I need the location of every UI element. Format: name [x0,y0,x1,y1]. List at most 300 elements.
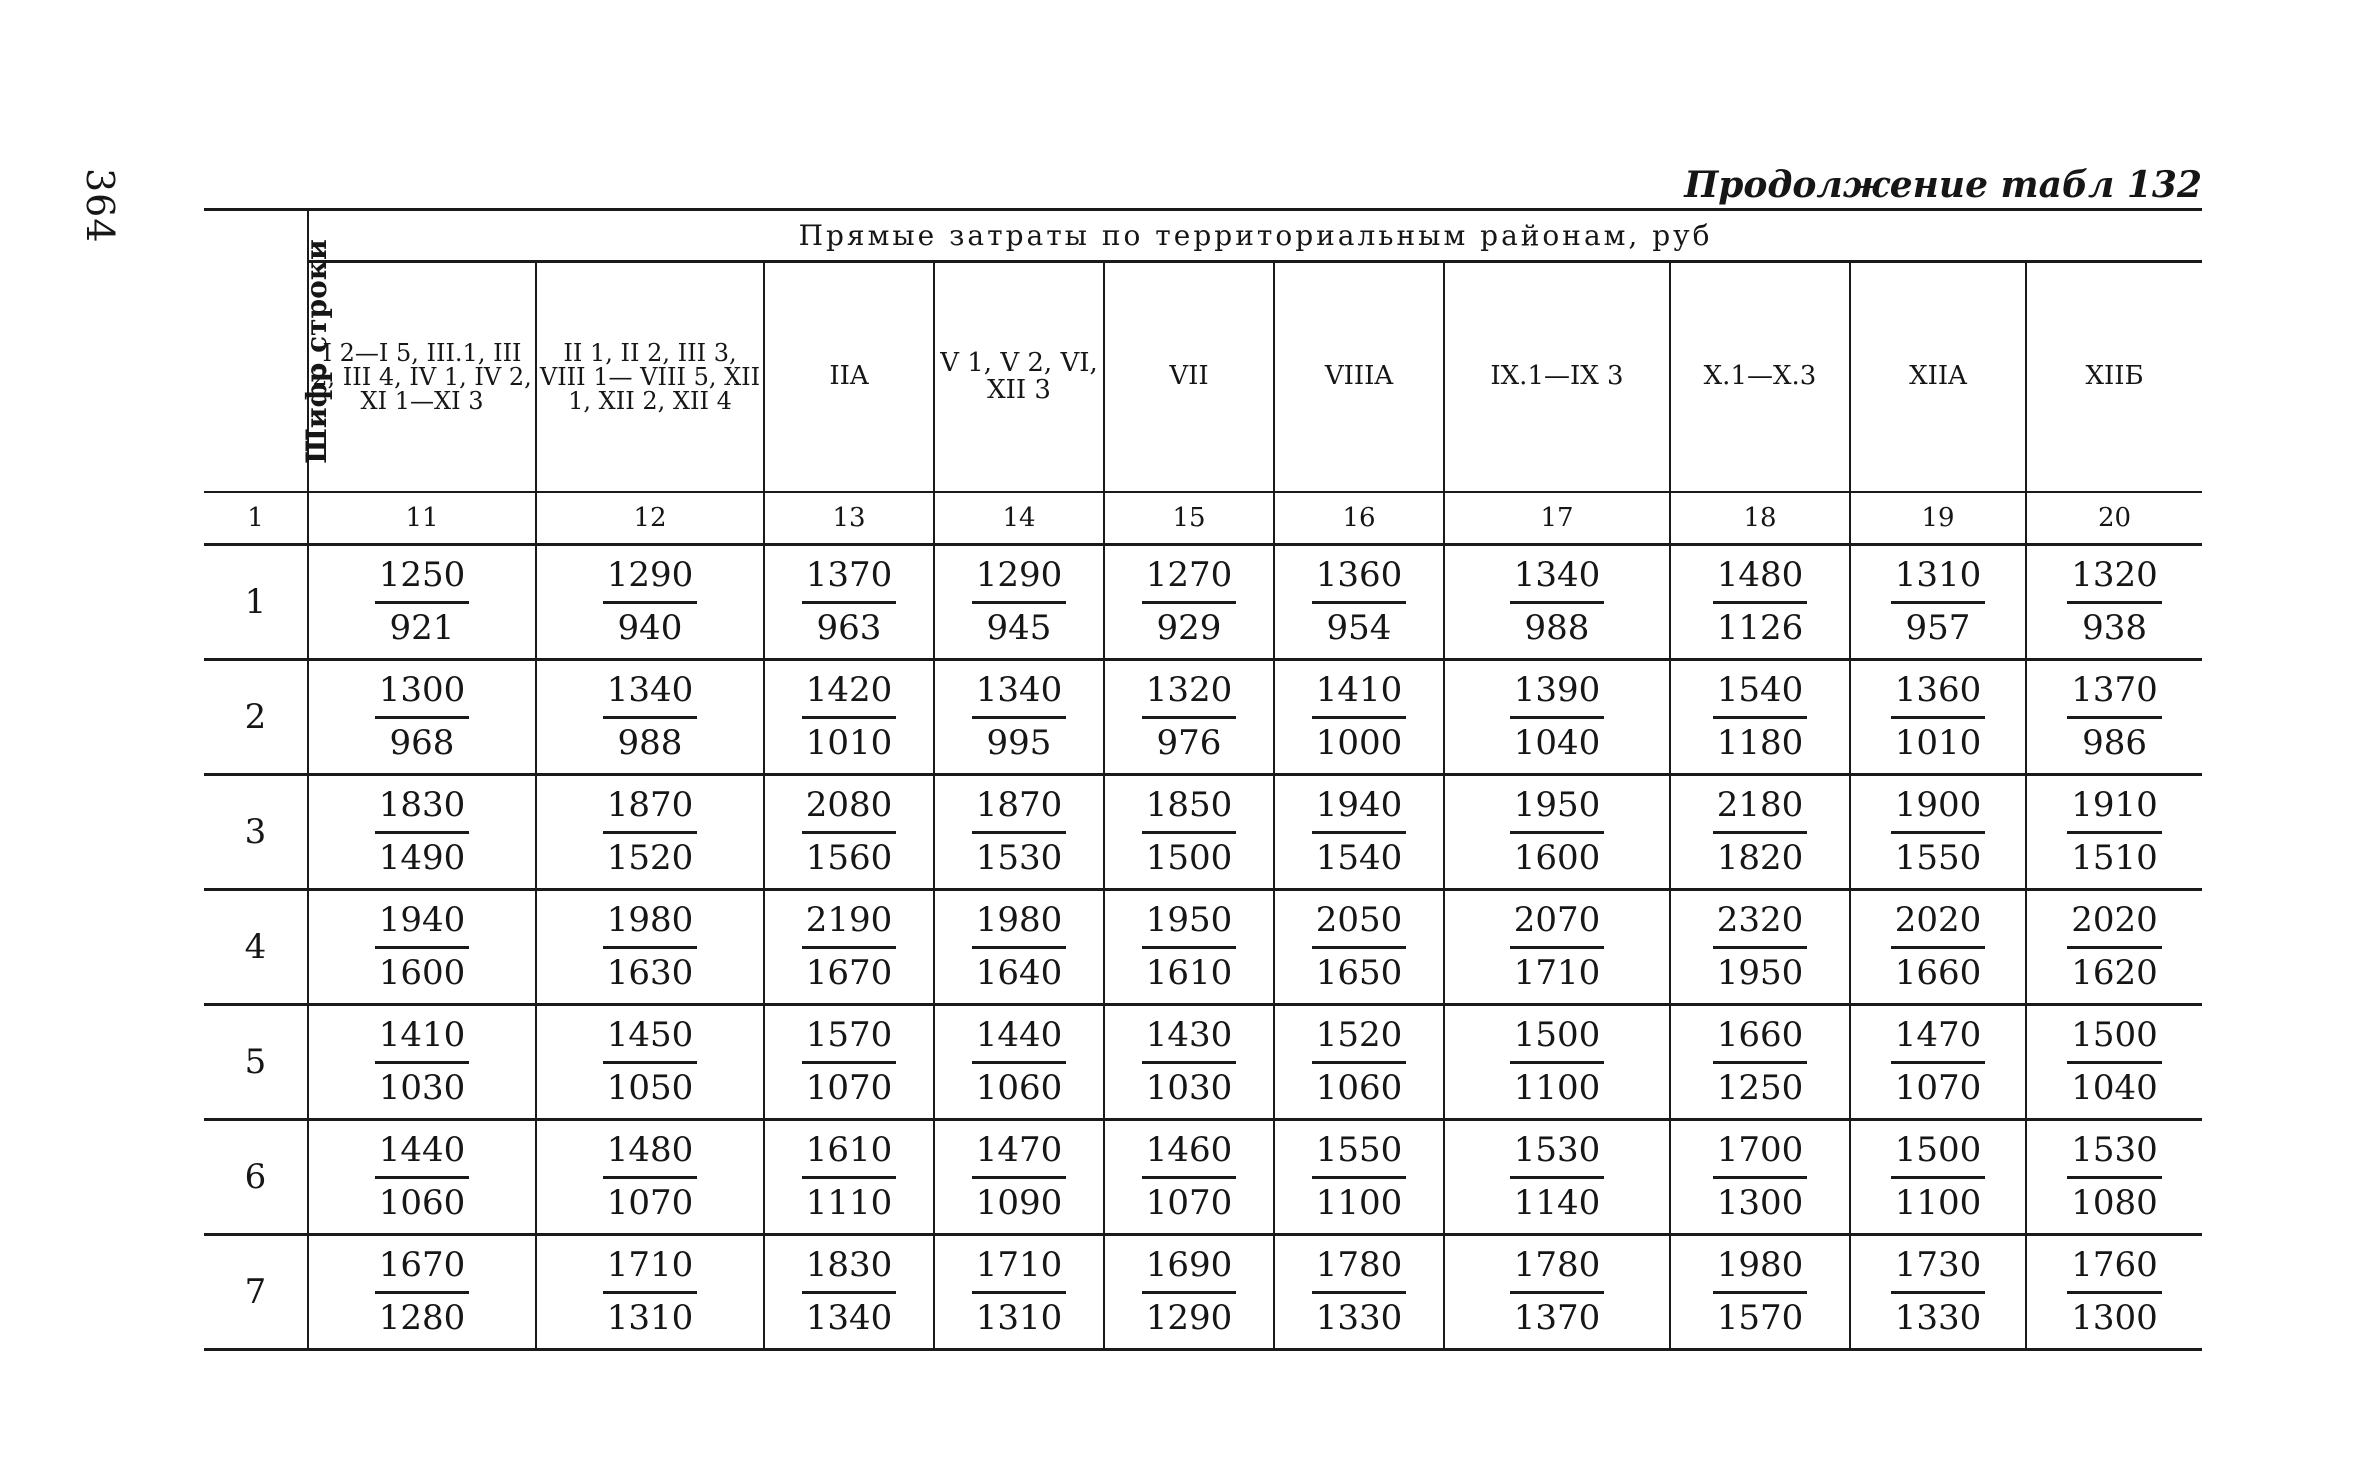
table-cell [1274,1235,1444,1350]
denominator-value: 968 [389,722,455,763]
column-number: 15 [1104,492,1274,545]
fraction-value [375,1245,470,1339]
table-cell [1444,775,1670,890]
column-header-14: V 1, V 2, VI, XII 3 [934,262,1104,492]
numerator-value: 1910 [2067,785,2162,833]
table-cell [934,660,1104,775]
numerator-value: 1250 [375,555,470,603]
column-number: 17 [1444,492,1670,545]
row-code-header: Шифр строки [204,210,308,493]
fraction-value [972,1015,1067,1109]
numerator-value: 1450 [603,1015,698,1063]
denominator-value: 1300 [2071,1297,2158,1338]
denominator-value: 1550 [1894,837,1982,878]
fraction-value [1510,1130,1605,1224]
table-cell [536,1235,764,1350]
fraction-value [1510,670,1605,764]
denominator-value: 1250 [1716,1067,1804,1108]
table-cell [764,1005,934,1120]
denominator-value: 986 [2082,722,2147,763]
numerator-value: 1700 [1713,1130,1808,1178]
fraction-value [972,1130,1067,1224]
numerator-value: 1950 [1510,785,1605,833]
table-cell [308,660,536,775]
fraction-value [1713,1130,1808,1224]
fraction-value [1510,1015,1605,1109]
fraction-value [1142,900,1237,994]
fraction-value [2067,670,2162,764]
table-row [204,1120,2202,1235]
denominator-value: 1710 [1513,952,1601,993]
page-number: 364 [78,168,122,244]
fraction-value [1713,900,1808,994]
column-header-16: VIIIA [1274,262,1444,492]
table-cell [1444,1005,1670,1120]
fraction-value [375,1130,470,1224]
denominator-value: 1570 [1716,1297,1804,1338]
table-cell [1274,1120,1444,1235]
numerator-value: 1940 [1312,785,1407,833]
numerator-value: 1460 [1142,1130,1237,1178]
fraction-value [603,900,698,994]
fraction-value [1312,1245,1407,1339]
column-number: 1 [204,492,308,545]
table-cell [1444,890,1670,1005]
numerator-value: 1730 [1891,1245,1986,1293]
fraction-value [375,785,470,879]
table-cell [1274,890,1444,1005]
table-cell [2026,890,2202,1005]
fraction-value [2067,1245,2162,1339]
table-cell [764,545,934,660]
denominator-value: 1040 [2071,1067,2158,1108]
numerator-value: 2180 [1713,785,1808,833]
numerator-value: 1360 [1891,670,1986,718]
numerator-value: 1950 [1142,900,1237,948]
denominator-value: 1140 [1513,1182,1601,1223]
denominator-value: 1530 [975,837,1063,878]
fraction-value [802,1245,897,1339]
fraction-value [1312,670,1407,764]
denominator-value: 988 [617,722,683,763]
table-cell [1104,660,1274,775]
table-cell [1274,660,1444,775]
numerator-value: 1870 [603,785,698,833]
fraction-value [972,785,1067,879]
numerator-value: 1940 [375,900,470,948]
numerator-value: 1710 [972,1245,1067,1293]
denominator-value: 995 [986,722,1052,763]
numerator-value: 1870 [972,785,1067,833]
table-cell [934,1120,1104,1235]
table-cell [1850,1235,2026,1350]
table-cell [1670,890,1850,1005]
fraction-value [802,785,897,879]
fraction-value [972,1245,1067,1339]
table-cell [1104,1005,1274,1120]
fraction-value [1713,1245,1808,1339]
denominator-value: 1620 [2071,952,2158,993]
table-cell [1104,1120,1274,1235]
numerator-value: 1760 [2067,1245,2162,1293]
denominator-value: 1050 [606,1067,694,1108]
table-cell [1670,545,1850,660]
fraction-value [603,670,698,764]
numerator-value: 1420 [802,670,897,718]
fraction-value [603,1245,698,1339]
fraction-value [1713,785,1808,879]
denominator-value: 1820 [1716,837,1804,878]
numerator-value: 1370 [802,555,897,603]
fraction-value [972,670,1067,764]
numerator-value: 1430 [1142,1015,1237,1063]
fraction-value [802,1015,897,1109]
fraction-value [1142,1245,1237,1339]
fraction-value [1142,555,1237,649]
denominator-value: 1310 [606,1297,694,1338]
table-cell [1444,545,1670,660]
numerator-value: 1660 [1713,1015,1808,1063]
denominator-value: 1310 [975,1297,1063,1338]
numerator-value: 1370 [2067,670,2162,718]
numerator-value: 1980 [603,900,698,948]
fraction-value [972,555,1067,649]
table-row [204,660,2202,775]
table-cell [536,545,764,660]
denominator-value: 1510 [2071,837,2158,878]
numerator-value: 1530 [1510,1130,1605,1178]
table-cell [1850,1005,2026,1120]
table-row [204,1005,2202,1120]
numerator-value: 1480 [603,1130,698,1178]
denominator-value: 1030 [1145,1067,1233,1108]
table-cell [1444,660,1670,775]
table-cell [1850,1120,2026,1235]
row-code: 7 [204,1235,308,1350]
fraction-value [1891,1130,1986,1224]
table-cell [1670,775,1850,890]
numerator-value: 1410 [1312,670,1407,718]
denominator-value: 938 [2082,607,2147,648]
fraction-value [603,555,698,649]
numerator-value: 1440 [972,1015,1067,1063]
fraction-value [1142,785,1237,879]
table-cell [764,890,934,1005]
denominator-value: 1100 [1894,1182,1982,1223]
denominator-value: 1010 [1894,722,1982,763]
cost-table [204,208,2202,1351]
denominator-value: 1080 [2071,1182,2158,1223]
denominator-value: 1660 [1894,952,1982,993]
fraction-value [603,1015,698,1109]
fraction-value [1891,1245,1986,1339]
numerator-value: 1310 [1891,555,1986,603]
numerator-value: 1500 [1891,1130,1986,1178]
table-cell [308,1120,536,1235]
fraction-value [2067,1130,2162,1224]
denominator-value: 1330 [1315,1297,1403,1338]
fraction-value [375,555,470,649]
column-header-19: XIIA [1850,262,2026,492]
numerator-value: 1320 [1142,670,1237,718]
table-cell [2026,1235,2202,1350]
numerator-value: 1500 [2067,1015,2162,1063]
numerator-value: 1470 [1891,1015,1986,1063]
table-cell [764,1235,934,1350]
table-cell [1104,890,1274,1005]
table-cell [536,1120,764,1235]
denominator-value: 1600 [1513,837,1601,878]
fraction-value [802,900,897,994]
row-code: 4 [204,890,308,1005]
denominator-value: 1520 [606,837,694,878]
denominator-value: 1490 [378,837,466,878]
denominator-value: 1070 [1145,1182,1233,1223]
numerator-value: 1530 [2067,1130,2162,1178]
numerator-value: 1500 [1510,1015,1605,1063]
table-cell [1104,1235,1274,1350]
table-cell [536,890,764,1005]
numerator-value: 1290 [603,555,698,603]
denominator-value: 954 [1326,607,1392,648]
numerator-value: 2080 [802,785,897,833]
numerator-value: 1780 [1312,1245,1407,1293]
numerator-value: 1340 [603,670,698,718]
column-number: 19 [1850,492,2026,545]
column-header-15: VII [1104,262,1274,492]
table-cell [764,660,934,775]
table-cell [1850,775,2026,890]
fraction-value [375,1015,470,1109]
table-cell [1104,775,1274,890]
denominator-value: 1100 [1513,1067,1601,1108]
numerator-value: 1270 [1142,555,1237,603]
denominator-value: 957 [1905,607,1971,648]
denominator-value: 1280 [378,1297,466,1338]
fraction-value [1312,900,1407,994]
denominator-value: 1000 [1315,722,1403,763]
fraction-value [1891,1015,1986,1109]
numerator-value: 1410 [375,1015,470,1063]
table-cell [934,545,1104,660]
table-cell [934,890,1104,1005]
table-cell [2026,1120,2202,1235]
numerator-value: 1900 [1891,785,1986,833]
table-cell [536,775,764,890]
table-cell [1670,1005,1850,1120]
table-cell [308,775,536,890]
column-number: 20 [2026,492,2202,545]
denominator-value: 1040 [1513,722,1601,763]
table-cell [1274,775,1444,890]
fraction-value [1312,555,1407,649]
numerator-value: 2190 [802,900,897,948]
table-cell [1274,1005,1444,1120]
table-cell [764,1120,934,1235]
fraction-value [1142,1015,1237,1109]
column-header-20: XIIБ [2026,262,2202,492]
numerator-value: 2320 [1713,900,1808,948]
table-cell [2026,775,2202,890]
table-cell [1670,1235,1850,1350]
denominator-value: 1290 [1145,1297,1233,1338]
denominator-value: 1110 [805,1182,893,1223]
denominator-value: 963 [816,607,882,648]
denominator-value: 1560 [805,837,893,878]
fraction-value [1891,555,1986,649]
row-code: 2 [204,660,308,775]
fraction-value [1510,555,1605,649]
column-number: 16 [1274,492,1444,545]
fraction-value [2067,1015,2162,1109]
row-code: 5 [204,1005,308,1120]
fraction-value [1312,1130,1407,1224]
numerator-value: 2020 [2067,900,2162,948]
column-number: 11 [308,492,536,545]
table-cell [1274,545,1444,660]
numerator-value: 1830 [375,785,470,833]
column-number: 14 [934,492,1104,545]
table-cell [308,890,536,1005]
denominator-value: 1060 [378,1182,466,1223]
table-cell [1670,660,1850,775]
table-body [204,545,2202,1350]
table-row [204,545,2202,660]
table-cell [2026,545,2202,660]
numerator-value: 1670 [375,1245,470,1293]
fraction-value [375,670,470,764]
denominator-value: 1610 [1145,952,1233,993]
denominator-value: 1670 [805,952,893,993]
row-code: 6 [204,1120,308,1235]
table-cell [1850,660,2026,775]
numerator-value: 1520 [1312,1015,1407,1063]
numerator-value: 1340 [972,670,1067,718]
table-cell [1444,1235,1670,1350]
denominator-value: 1060 [975,1067,1063,1108]
fraction-value [1891,900,1986,994]
row-code: 3 [204,775,308,890]
numerator-value: 2020 [1891,900,1986,948]
numerator-value: 2070 [1510,900,1605,948]
denominator-value: 1600 [378,952,466,993]
denominator-value: 1070 [805,1067,893,1108]
column-number: 13 [764,492,934,545]
table-cell [1850,545,2026,660]
denominator-value: 1630 [606,952,694,993]
fraction-value [1891,785,1986,879]
column-header-12: II 1, II 2, III 3, VIII 1— VIII 5, XII 1, XII 2, XII 4 [536,262,764,492]
denominator-value: 1060 [1315,1067,1403,1108]
denominator-value: 1650 [1315,952,1403,993]
table-caption: Продолжение табл 132 [1684,164,2202,206]
numerator-value: 1440 [375,1130,470,1178]
denominator-value: 1070 [1894,1067,1982,1108]
table-cell [536,1005,764,1120]
denominator-value: 1950 [1716,952,1804,993]
numerator-value: 1540 [1713,670,1808,718]
denominator-value: 921 [389,607,455,648]
fraction-value [972,900,1067,994]
denominator-value: 945 [986,607,1052,648]
table-cell [764,775,934,890]
numerator-value: 1360 [1312,555,1407,603]
denominator-value: 988 [1524,607,1590,648]
fraction-value [1142,1130,1237,1224]
numerator-value: 1830 [802,1245,897,1293]
column-header-11: I 2—I 5, III.1, III 2, III 4, IV 1, IV 2, XI 1—XI 3 [308,262,536,492]
numerator-value: 1610 [802,1130,897,1178]
fraction-value [1312,785,1407,879]
fraction-value [2067,785,2162,879]
table-cell [934,1005,1104,1120]
numerator-value: 1850 [1142,785,1237,833]
table-cell [1670,1120,1850,1235]
numerator-value: 1710 [603,1245,698,1293]
table-cell [2026,1005,2202,1120]
fraction-value [1510,785,1605,879]
table-cell [536,660,764,775]
fraction-value [1510,900,1605,994]
denominator-value: 929 [1156,607,1222,648]
numerator-value: 1980 [972,900,1067,948]
numerator-value: 1290 [972,555,1067,603]
table-row [204,1235,2202,1350]
column-number: 18 [1670,492,1850,545]
numerator-value: 1320 [2067,555,2162,603]
denominator-value: 1070 [606,1182,694,1223]
fraction-value [1312,1015,1407,1109]
denominator-value: 976 [1156,722,1222,763]
fraction-value [375,900,470,994]
table-cell [1850,890,2026,1005]
numerator-value: 1390 [1510,670,1605,718]
fraction-value [603,1130,698,1224]
fraction-value [1713,670,1808,764]
column-number: 12 [536,492,764,545]
column-header-18: X.1—X.3 [1670,262,1850,492]
table-row [204,890,2202,1005]
denominator-value: 1100 [1315,1182,1403,1223]
fraction-value [1713,1015,1808,1109]
table-cell [2026,660,2202,775]
denominator-value: 1010 [805,722,893,763]
denominator-value: 1500 [1145,837,1233,878]
denominator-value: 940 [617,607,683,648]
numerator-value: 2050 [1312,900,1407,948]
row-code: 1 [204,545,308,660]
numerator-value: 1980 [1713,1245,1808,1293]
table-cell [934,1235,1104,1350]
denominator-value: 1030 [378,1067,466,1108]
numerator-value: 1470 [972,1130,1067,1178]
column-header-13: IIA [764,262,934,492]
denominator-value: 1180 [1716,722,1804,763]
numerator-value: 1300 [375,670,470,718]
fraction-value [1142,670,1237,764]
denominator-value: 1370 [1513,1297,1601,1338]
table-cell [308,545,536,660]
fraction-value [2067,900,2162,994]
fraction-value [1510,1245,1605,1339]
numerator-value: 1690 [1142,1245,1237,1293]
denominator-value: 1090 [975,1182,1063,1223]
denominator-value: 1300 [1716,1182,1804,1223]
span-header: Прямые затраты по территориальным районам, руб [308,210,2202,262]
table-cell [1444,1120,1670,1235]
table-cell [308,1235,536,1350]
denominator-value: 1340 [805,1297,893,1338]
